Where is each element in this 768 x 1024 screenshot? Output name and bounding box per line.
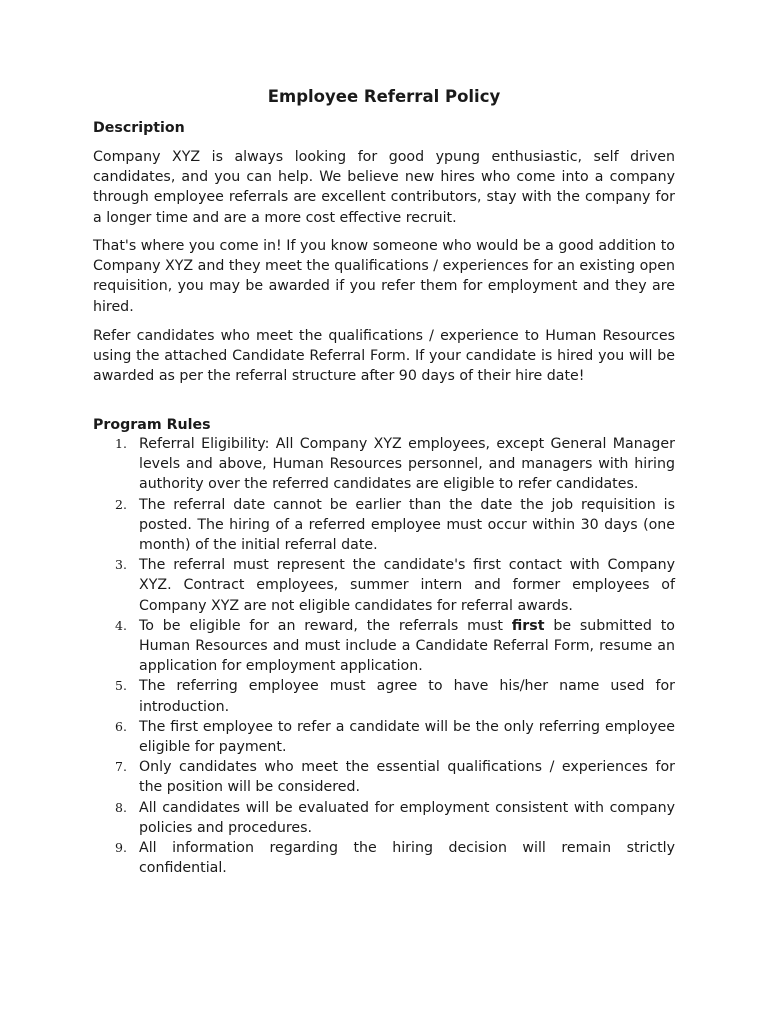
rule-number: 6. [115,718,127,734]
rule-number: 5. [115,678,127,694]
rule-number: 8. [115,799,127,815]
rule-item [93,757,675,797]
rule-item [93,555,675,616]
rule-number: 1. [115,436,127,451]
rule-number: 3. [115,557,127,573]
rule-text: The referral must represent the candidate's first contact with Company XYZ. Contract employees, summer intern and former employees of Company XYZ are not eligible candidates for referral awards. [139,557,675,614]
rule-number: 9. [115,840,127,856]
rule-number: 4. [115,617,127,633]
rule-text: The first employee to refer a candidate will be the only referring employee eligible for payment. [139,718,675,756]
rule-text: All candidates will be evaluated for employment consistent with company policies and procedures. [139,799,675,836]
rule-item [93,838,675,878]
rule-text: The referral date cannot be earlier than the date the job requisition is posted. The hiring of a referred employee must occur within 30 days (one month) of the initial referral date. [139,496,675,554]
rule-text: Referral Eligibility: All Company XYZ employees, except General Manager levels and above, Human Resources personnel, and managers with hiring authority over the referred candidates are eligible to refer candidates. [139,436,675,493]
rule-text-after: be submitted to Human Resources and must include a Candidate Referral Form, resume an application for employment application. [139,617,675,675]
rule-item [93,798,675,838]
rule-item [93,717,675,757]
rule-text: Only candidates who meet the essential qualifications / experiences for the position will be considered. [139,759,675,796]
page-title: Employee Referral Policy [267,87,501,106]
rule-text: The referring employee must agree to have his/her name used for introduction. [139,678,675,715]
rule-text-before: To be eligible for an reward, the referrals must [139,617,512,634]
rule-item [93,616,675,677]
rule-number: 2. [115,496,127,512]
rule-item [93,676,675,716]
program-rules-list [93,434,675,878]
paragraph-intro: Company XYZ is always looking for good ypung enthusiastic, self driven candidates, and you can help. We believe new hires who come into a company through employee referrals are excellent contributors, stay with the company for a longer time and are a more cost effective recruit. [93,149,675,226]
rule-text-emphasis: first [511,617,545,634]
rule-text: All information regarding the hiring decision will remain strictly confidential. [139,840,675,877]
rule-item [93,495,675,556]
paragraph-referral-process: Refer candidates who meet the qualifications / experience to Human Resources using the attached Candidate Referral Form. If your candidate is hired you will be awarded as per the referral structure after 90 days of their hire date! [93,328,675,385]
program-rules-heading: Program Rules [93,417,211,433]
rule-number: 7. [115,759,127,775]
rule-text [139,618,675,674]
description-heading: Description [93,120,185,136]
paragraph-call-to-action: That's where you come in! If you know someone who would be a good addition to Company XYZ and they meet the qualifications / experiences for an existing open requisition, you may be awarded if you refer them for employment and they are hired. [93,238,675,315]
rule-item [93,434,675,495]
